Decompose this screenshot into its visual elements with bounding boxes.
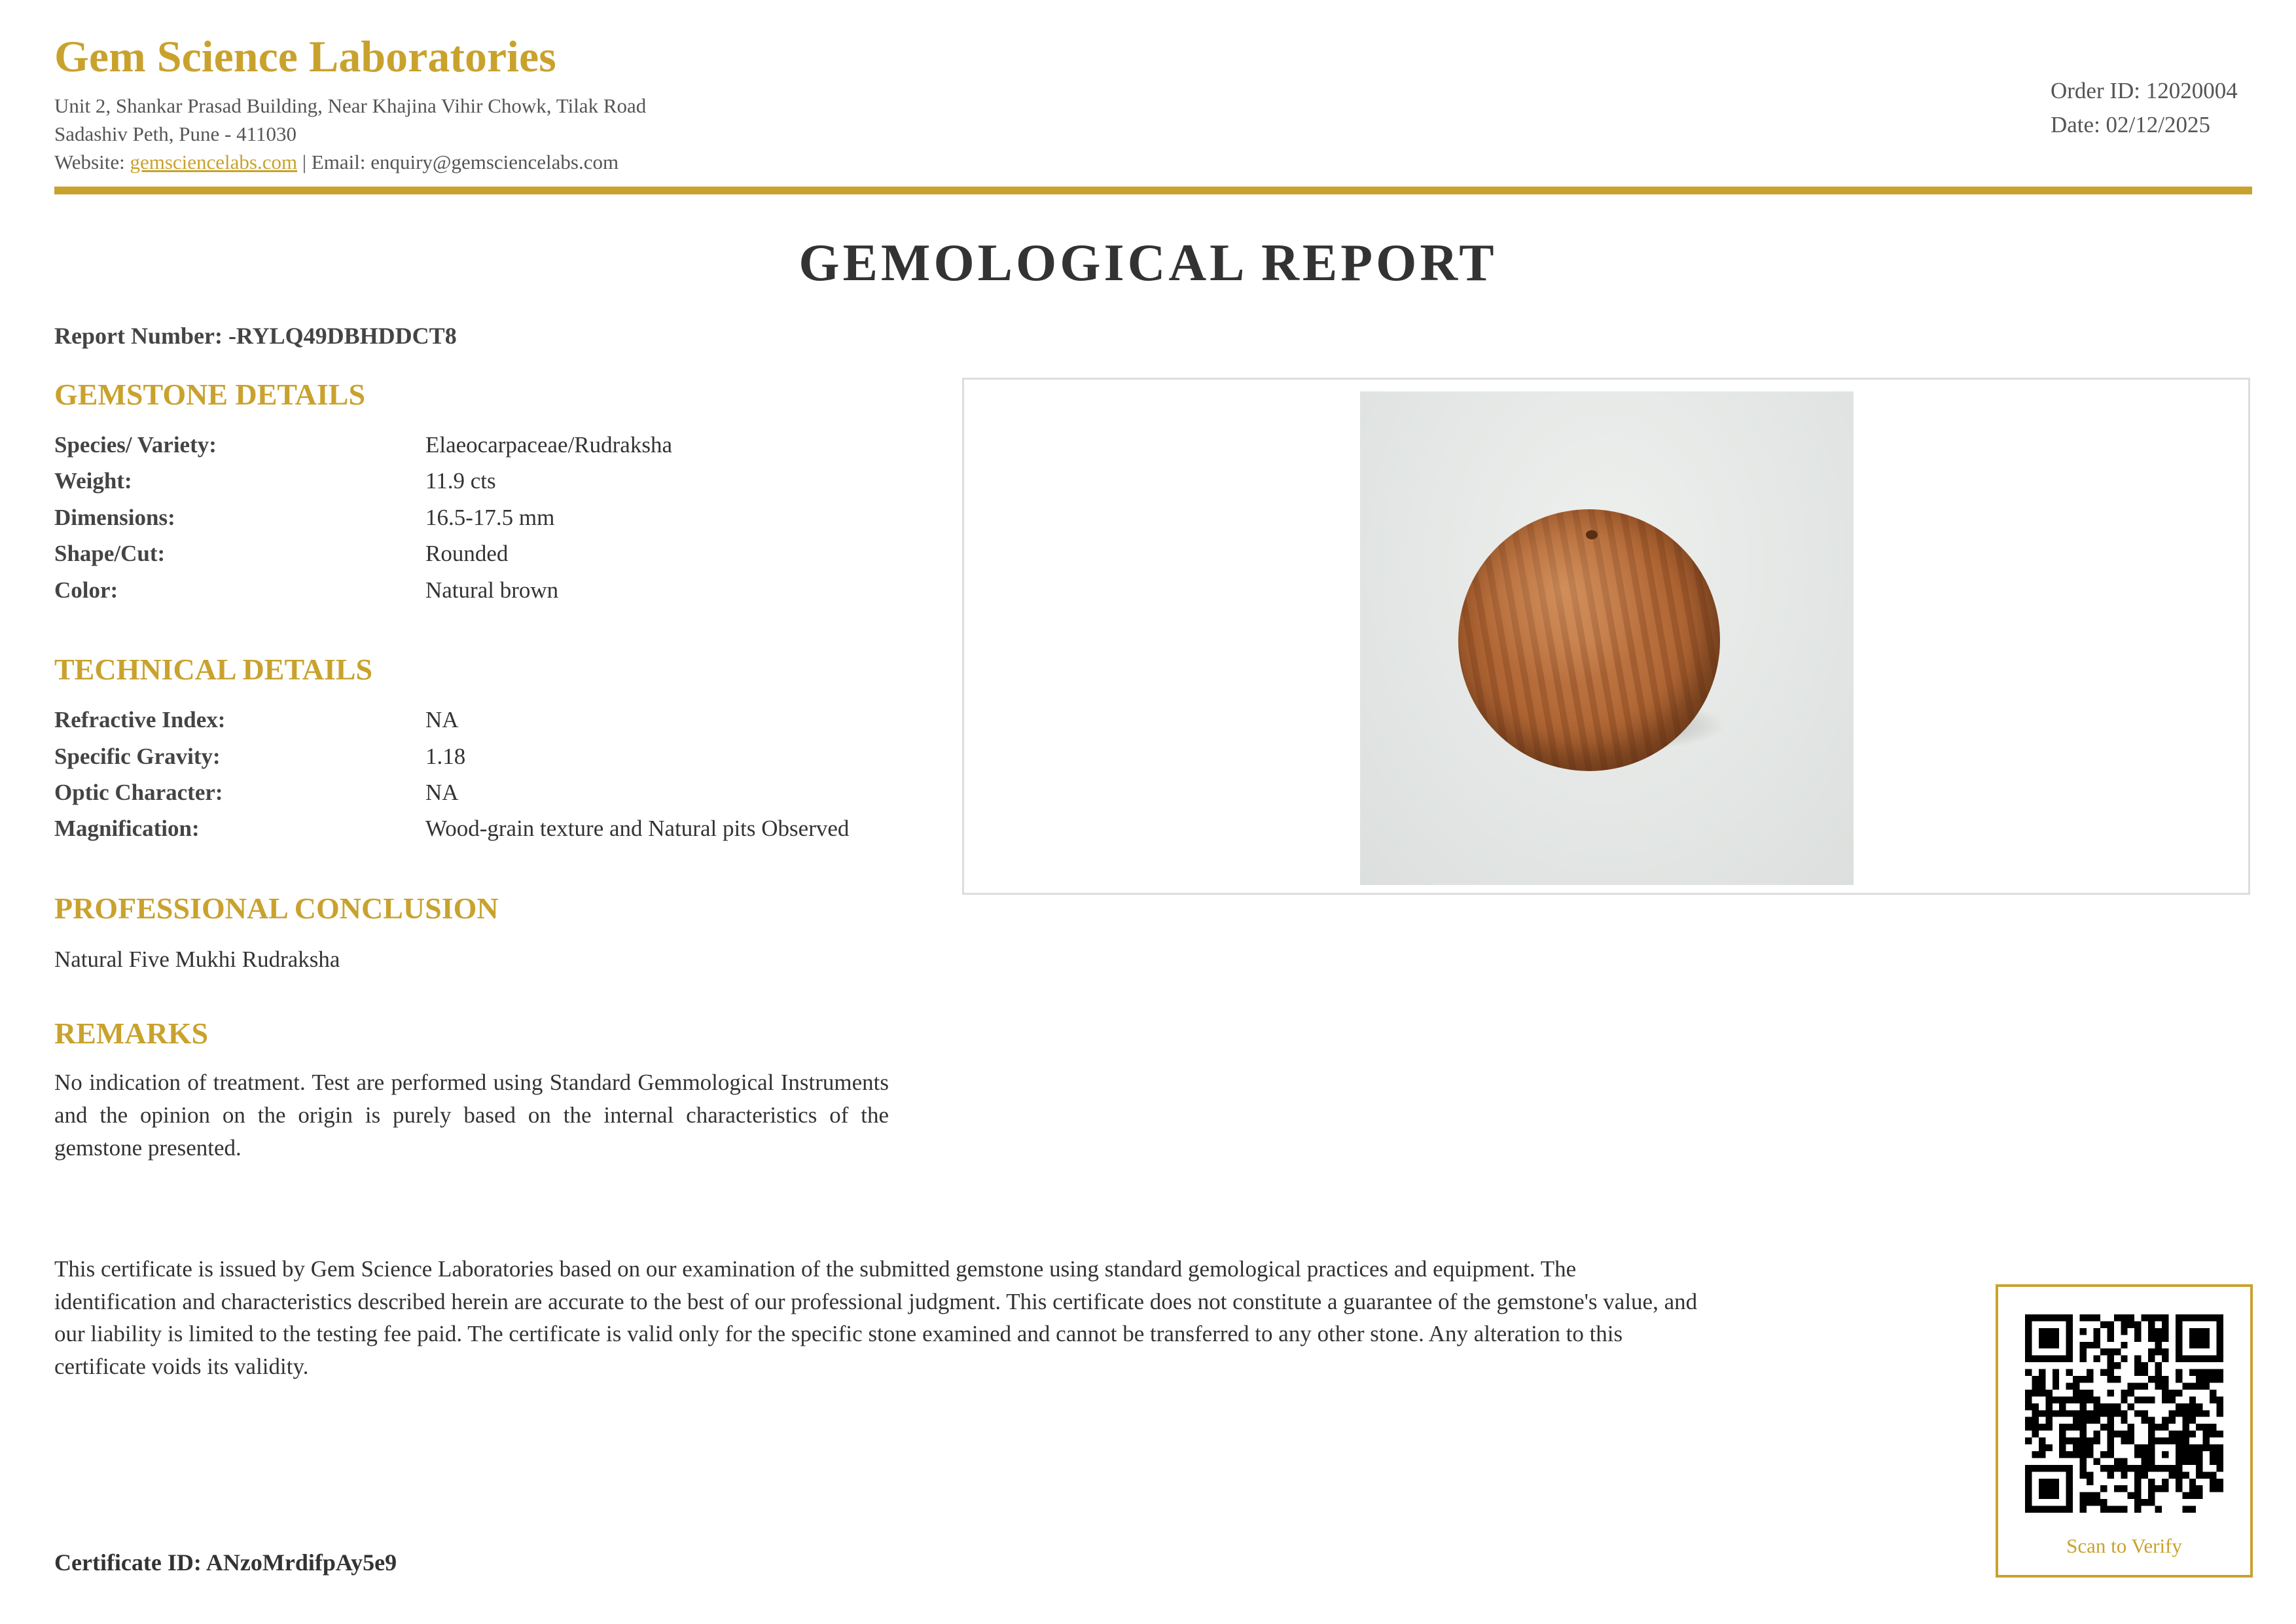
bead-hole <box>1586 530 1598 539</box>
gemstone-photo <box>1360 391 1854 885</box>
detail-label: Refractive Index: <box>54 707 226 732</box>
detail-row-dimensions <box>54 499 905 535</box>
conclusion-heading: PROFESSIONAL CONCLUSION <box>54 892 499 925</box>
rudraksha-bead-image <box>1458 509 1720 771</box>
address-line-2: Sadashiv Peth, Pune - 411030 <box>54 122 296 145</box>
contact-line <box>54 152 619 172</box>
qr-code-icon[interactable] <box>2025 1314 2223 1513</box>
tech-row-specific-gravity <box>54 738 905 774</box>
scan-to-verify-label: Scan to Verify <box>2066 1534 2182 1557</box>
detail-label: Shape/Cut: <box>54 541 166 566</box>
detail-row-weight <box>54 463 905 499</box>
website-link[interactable]: gemsciencelabs.com <box>130 151 298 173</box>
website-label: Website: <box>54 151 130 173</box>
conclusion-text: Natural Five Mukhi Rudraksha <box>54 947 340 972</box>
page-title: GEMOLOGICAL REPORT <box>798 234 1498 292</box>
detail-value: 16.5-17.5 mm <box>425 505 555 530</box>
gemstone-details-heading: GEMSTONE DETAILS <box>54 378 366 411</box>
detail-value: Wood-grain texture and Natural pits Observed <box>425 816 850 841</box>
address-line-1: Unit 2, Shankar Prasad Building, Near Khajina Vihir Chowk, Tilak Road <box>54 94 647 117</box>
detail-value: 11.9 cts <box>425 468 496 494</box>
detail-label: Magnification: <box>54 816 200 841</box>
detail-row-species <box>54 427 905 463</box>
detail-value: NA <box>425 707 459 732</box>
contact-separator: | <box>297 151 312 173</box>
tech-row-optic-character <box>54 774 905 810</box>
detail-label: Color: <box>54 577 118 603</box>
detail-label: Species/ Variety: <box>54 432 217 458</box>
detail-label: Optic Character: <box>54 780 223 805</box>
detail-value: 1.18 <box>425 744 466 769</box>
detail-value: Rounded <box>425 541 509 566</box>
remarks-heading: REMARKS <box>54 1017 209 1050</box>
order-id: Order ID: 12020004 <box>2051 78 2238 103</box>
detail-row-shape <box>54 535 905 571</box>
remarks-text: No indication of treatment. Test are performed using Standard Gemmological Instruments and the opinion on the origin is purely based on the internal characteristics of the gemstone presented. <box>54 1070 889 1161</box>
disclaimer-text: This certificate is issued by Gem Science Laboratories based on our examination of the submitted gemstone using standard gemological practices and equipment. The identification and characteristics described herein are accurate to the best of our professional judgment. This certificate does not constitute a guarantee of the gemstone's value, and our liability is limited to the testing fee paid. The certificate is valid only for the specific stone examined and cannot be transferred to any other stone. Any alteration to this certificate voids its validity. <box>54 1256 1698 1379</box>
tech-row-magnification <box>54 810 905 846</box>
detail-label: Dimensions: <box>54 505 175 530</box>
report-number: Report Number: -RYLQ49DBHDDCT8 <box>54 323 457 349</box>
tech-row-refractive-index <box>54 702 905 738</box>
report-date: Date: 02/12/2025 <box>2051 112 2210 137</box>
detail-value: NA <box>425 780 459 805</box>
technical-details-heading: TECHNICAL DETAILS <box>54 653 373 686</box>
certificate-id: Certificate ID: ANzoMrdifpAy5e9 <box>54 1549 397 1576</box>
detail-row-color <box>54 572 905 608</box>
detail-label: Specific Gravity: <box>54 744 221 769</box>
header-divider <box>54 187 2252 194</box>
email-text: Email: enquiry@gemsciencelabs.com <box>311 151 619 173</box>
detail-value: Elaeocarpaceae/Rudraksha <box>425 432 672 458</box>
lab-name: Gem Science Laboratories <box>54 31 556 81</box>
detail-value: Natural brown <box>425 577 559 603</box>
detail-label: Weight: <box>54 468 132 494</box>
